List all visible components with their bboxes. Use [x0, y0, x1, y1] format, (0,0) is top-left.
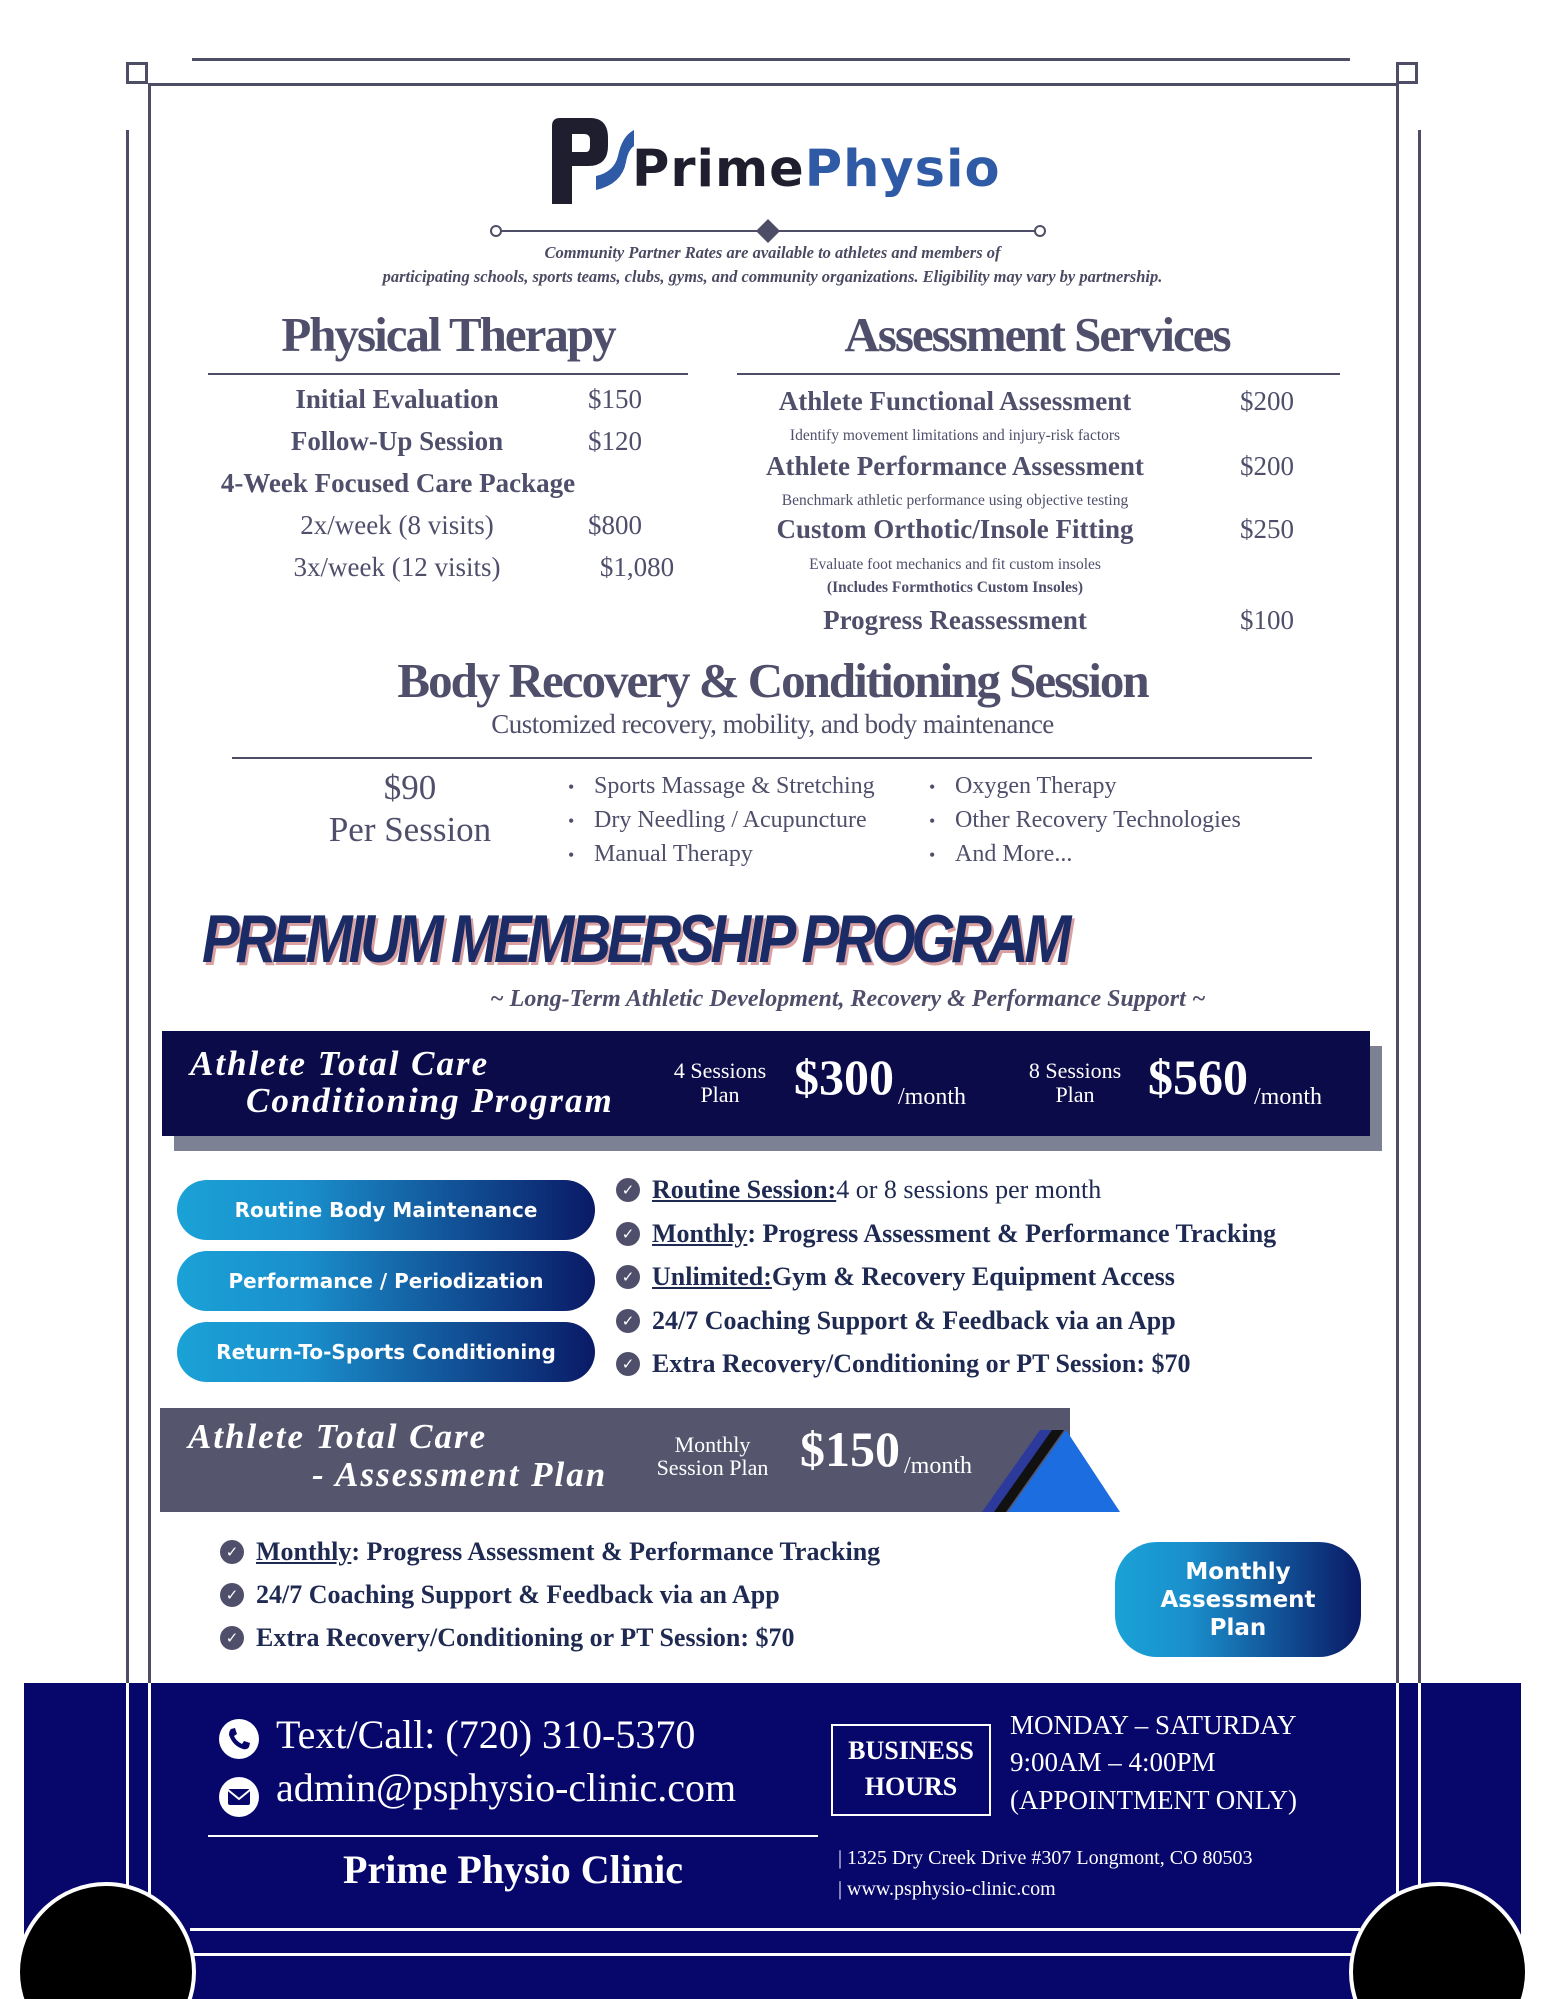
hours-line-3: (APPOINTMENT ONLY) — [1010, 1785, 1298, 1815]
pill-routine-body-maintenance: Routine Body Maintenance — [177, 1180, 595, 1240]
plan2-label-1: 8 Sessions — [1028, 1058, 1122, 1083]
business-hours-label-1: BUSINESS — [848, 1736, 974, 1765]
check-icon: ✓ — [616, 1309, 640, 1333]
feature-text: : Progress Assessment & Performance Tracking — [747, 1219, 1277, 1248]
as-price-performance: $200 — [1240, 451, 1294, 481]
as-desc-performance: Benchmark athletic performance using objective testing — [781, 492, 1129, 509]
recovery-rule — [232, 757, 1312, 759]
as-item-functional: Athlete Functional Assessment — [778, 386, 1132, 416]
plan1-label-1: 4 Sessions — [673, 1058, 767, 1083]
hours-line-1: MONDAY – SATURDAY — [1010, 1710, 1297, 1740]
list-item: • Oxygen Therapy — [929, 769, 1241, 803]
assessment-plan-label-1: Monthly — [674, 1432, 751, 1457]
recovery-per-session: Per Session — [328, 810, 492, 849]
premium-subtitle: ~ Long-Term Athletic Development, Recovery & Performance Support ~ — [490, 986, 1206, 1012]
frame-right-outer — [1418, 130, 1421, 1690]
pt-item-package: 4-Week Focused Care Package — [220, 468, 576, 498]
pt-price-2x-week: $800 — [588, 510, 642, 540]
as-desc-functional: Identify movement limitations and injury-risk factors — [789, 427, 1121, 444]
footer-address: | 1325 Dry Creek Drive #307 Longmont, CO 80503 — [838, 1847, 1253, 1869]
pt-item-2x-week: 2x/week (8 visits) — [300, 510, 494, 540]
plan2-label-2: Plan — [1055, 1082, 1095, 1107]
plan2-unit: /month — [1254, 1084, 1323, 1110]
list-item: • Manual Therapy — [568, 837, 875, 871]
physical-therapy-rule — [208, 373, 688, 375]
list-item: • Other Recovery Technologies — [929, 803, 1241, 837]
footer-email: admin@psphysio-clinic.com — [276, 1765, 737, 1810]
pill-return-to-sports: Return-To-Sports Conditioning — [177, 1322, 595, 1382]
conditioning-title-2: Conditioning Program — [246, 1081, 614, 1120]
check-icon: ✓ — [220, 1583, 244, 1607]
logo-wordmark — [632, 140, 1001, 199]
list-item: • And More... — [929, 837, 1241, 871]
frame-left-inner — [148, 83, 151, 1690]
pt-price-initial-eval: $150 — [588, 384, 642, 414]
phone-icon — [218, 1718, 260, 1760]
assessment-plan-label-2: Session Plan — [656, 1455, 769, 1480]
pt-item-initial-eval: Initial Evaluation — [295, 384, 499, 414]
physical-therapy-title: Physical Therapy — [281, 307, 615, 362]
feature-text: 24/7 Coaching Support & Feedback via an App — [652, 1306, 1176, 1335]
pt-price-follow-up: $120 — [588, 426, 642, 456]
assessment-plan-unit: /month — [904, 1453, 973, 1479]
intro-text — [200, 241, 1345, 289]
feature-text: Extra Recovery/Conditioning or PT Session: $70 — [652, 1349, 1191, 1378]
assessment-plan-title-2: - Assessment Plan — [312, 1455, 608, 1494]
as-price-functional: $200 — [1240, 386, 1294, 416]
recovery-subtitle: Customized recovery, mobility, and body maintenance — [491, 709, 1054, 739]
frame-left-outer — [126, 130, 129, 1690]
recovery-title: Body Recovery & Conditioning Session — [397, 653, 1148, 708]
check-icon: ✓ — [616, 1222, 640, 1246]
plan1-unit: /month — [898, 1084, 967, 1110]
frame-top-line — [192, 58, 1350, 61]
logo-word-prime: Prime — [632, 140, 805, 199]
pt-item-follow-up: Follow-Up Session — [290, 426, 504, 456]
intro-line-2: participating schools, sports teams, clubs, gyms, and community organizations. Eligibility may vary by partnership. — [382, 267, 1163, 286]
check-icon: ✓ — [616, 1265, 640, 1289]
feature-routine-session — [616, 1175, 1101, 1205]
feature-unlimited-gym — [616, 1262, 1175, 1292]
plan1-price: $300 — [794, 1049, 894, 1105]
triangle-accent-icon — [980, 1428, 1120, 1512]
hours-line-2: 9:00AM – 4:00PM — [1010, 1747, 1216, 1777]
conditioning-title-1: Athlete Total Care — [190, 1044, 490, 1083]
feature-text: 24/7 Coaching Support & Feedback via an App — [256, 1580, 780, 1609]
recovery-list-b — [929, 769, 1241, 871]
footer-bottom-line-1 — [190, 1928, 1360, 1931]
assessment-plan-title-1: Athlete Total Care — [188, 1417, 488, 1456]
feature-text: Extra Recovery/Conditioning or PT Session: $70 — [256, 1623, 795, 1652]
logo-word-physio: Physio — [804, 140, 1001, 199]
as-desc-orthotic: Evaluate foot mechanics and fit custom insoles — [809, 556, 1101, 573]
pill-monthly-assessment-plan: Monthly Assessment Plan — [1115, 1542, 1361, 1657]
recovery-list-a — [568, 769, 875, 871]
footer-divider — [208, 1835, 818, 1837]
footer-bottom-line-2 — [148, 1953, 1398, 1956]
check-icon: ✓ — [220, 1540, 244, 1564]
primephysio-logo-icon — [538, 112, 634, 208]
business-hours-label-2: HOURS — [864, 1772, 958, 1801]
check-icon: ✓ — [616, 1352, 640, 1376]
check-icon: ✓ — [616, 1178, 640, 1202]
feature-extra-session — [616, 1349, 1191, 1379]
feature-text: : Progress Assessment & Performance Tracking — [351, 1537, 881, 1566]
premium-title: PREMIUM MEMBERSHIP PROGRAM — [202, 901, 1068, 977]
as-note-orthotic: (Includes Formthotics Custom Insoles) — [826, 579, 1084, 596]
feature-monthly-tracking — [616, 1219, 1276, 1249]
feature-lead: Monthly — [256, 1537, 352, 1566]
email-icon — [218, 1776, 260, 1818]
intro-line-1: Community Partner Rates are available to athletes and members of — [544, 243, 1001, 262]
pt-price-3x-week: $1,080 — [599, 552, 675, 582]
plan2-price: $560 — [1148, 1049, 1248, 1105]
frame-corner-right — [1396, 62, 1418, 84]
frame-right-inner — [1396, 83, 1399, 1690]
as-price-orthotic: $250 — [1240, 514, 1294, 544]
frame-inner-top-line — [148, 83, 1398, 86]
as-item-orthotic: Custom Orthotic/Insole Fitting — [776, 514, 1134, 544]
ap-feature-coaching — [220, 1580, 780, 1610]
plan1-label-2: Plan — [700, 1082, 740, 1107]
feature-lead: Routine Session: — [652, 1175, 837, 1204]
feature-lead: Monthly — [652, 1219, 748, 1248]
pill-performance-periodization: Performance / Periodization — [177, 1251, 595, 1311]
ap-feature-extra — [220, 1623, 795, 1653]
as-price-reassessment: $100 — [1240, 605, 1294, 635]
pt-item-3x-week: 3x/week (12 visits) — [293, 552, 501, 582]
check-icon: ✓ — [220, 1626, 244, 1650]
assessment-title: Assessment Services — [844, 307, 1230, 362]
as-item-performance: Athlete Performance Assessment — [766, 451, 1144, 481]
assessment-plan-price: $150 — [800, 1421, 900, 1477]
footer-phone: Text/Call: (720) 310-5370 — [276, 1712, 696, 1757]
list-item: • Dry Needling / Acupuncture — [568, 803, 875, 837]
feature-lead: Unlimited: — [652, 1262, 772, 1291]
feature-text: 4 or 8 sessions per month — [836, 1175, 1102, 1204]
feature-coaching-support — [616, 1306, 1176, 1336]
ap-feature-monthly — [220, 1537, 880, 1567]
footer-website: | www.psphysio-clinic.com — [838, 1878, 1056, 1900]
feature-text: Gym & Recovery Equipment Access — [771, 1262, 1175, 1291]
recovery-price: $90 — [383, 768, 437, 807]
list-item: • Sports Massage & Stretching — [568, 769, 875, 803]
as-item-reassessment: Progress Reassessment — [823, 605, 1087, 635]
footer-clinic-name: Prime Physio Clinic — [343, 1847, 683, 1892]
assessment-rule — [737, 373, 1340, 375]
frame-corner-left — [126, 62, 148, 84]
